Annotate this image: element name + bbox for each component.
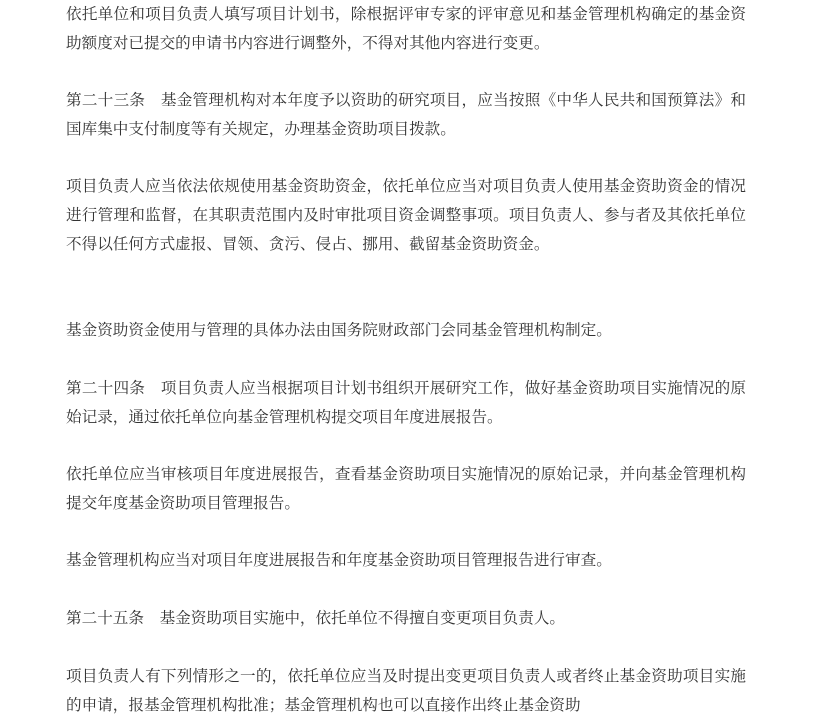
article-23-paragraph: 第二十三条 基金管理机构对本年度予以资助的研究项目，应当按照《中华人民共和国预算法》和国库集中支付制度等有关规定，办理基金资助项目拨款。 — [66, 91, 746, 138]
article-25-paragraph: 第二十五条 基金资助项目实施中，依托单位不得擅自变更项目负责人。 — [66, 609, 566, 627]
paragraph-1: 依托单位和项目负责人填写项目计划书，除根据评审专家的评审意见和基金管理机构确定的基金资助额度对已提交的申请书内容进行调整外，不得对其他内容进行变更。 — [66, 5, 746, 52]
article-24-paragraph: 第二十四条 项目负责人应当根据项目计划书组织开展研究工作，做好基金资助项目实施情况的原始记录，通过依托单位向基金管理机构提交项目年度进展报告。 — [66, 379, 746, 426]
paragraph-6: 依托单位应当审核项目年度进展报告，查看基金资助项目实施情况的原始记录，并向基金管理机构提交年度基金资助项目管理报告。 — [66, 465, 746, 512]
paragraph-7: 基金管理机构应当对项目年度进展报告和年度基金资助项目管理报告进行审查。 — [66, 551, 612, 569]
paragraph-9: 项目负责人有下列情形之一的，依托单位应当及时提出变更项目负责人或者终止基金资助项目实施的申请，报基金管理机构批准；基金管理机构也可以直接作出终止基金资助 — [66, 667, 746, 714]
paragraph-4: 基金资助资金使用与管理的具体办法由国务院财政部门会同基金管理机构制定。 — [66, 321, 612, 339]
paragraph-3: 项目负责人应当依法依规使用基金资助资金，依托单位应当对项目负责人使用基金资助资金的情况进行管理和监督，在其职责范围内及时审批项目资金调整事项。项目负责人、参与者及其依托单位不得以任何方式虚报、冒领、贪污、侵占、挪用、截留基金资助资金。 — [66, 177, 746, 253]
